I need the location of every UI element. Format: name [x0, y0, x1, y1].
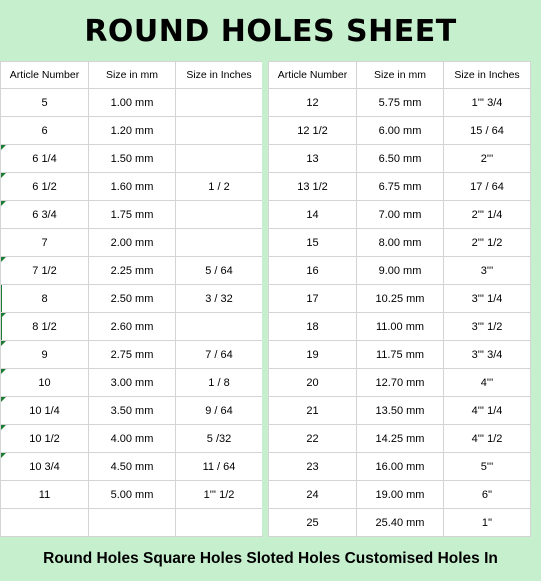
cell-article[interactable]: 11	[1, 481, 89, 509]
cell-article[interactable]: 13	[269, 145, 357, 173]
table-row	[269, 89, 531, 117]
cell-inches[interactable]: 3''' 3/4	[444, 341, 531, 369]
header-size-mm[interactable]: Size in mm	[357, 62, 444, 89]
cell-inches[interactable]: 4''' 1/4	[444, 397, 531, 425]
cell-article[interactable]: 6	[1, 117, 89, 145]
cell-inches[interactable]: 5 / 64	[176, 257, 263, 285]
right-sizes-table	[268, 61, 531, 537]
cell-inches[interactable]: 3 / 32	[176, 285, 263, 313]
cell-mm[interactable]: 10.25 mm	[357, 285, 444, 313]
table-row	[269, 509, 531, 537]
table-row	[269, 341, 531, 369]
cell-article[interactable]: 6 3/4	[1, 201, 89, 229]
cell-inches[interactable]: 6''	[444, 481, 531, 509]
cell-mm[interactable]: 6.50 mm	[357, 145, 444, 173]
table-row	[1, 453, 263, 481]
cell-mm[interactable]: 1.75 mm	[89, 201, 176, 229]
cell-inches[interactable]	[176, 201, 263, 229]
table-row	[1, 509, 263, 537]
cell-mm[interactable]: 11.00 mm	[357, 313, 444, 341]
cell-inches[interactable]: 9 / 64	[176, 397, 263, 425]
cell-article[interactable]: 7	[1, 229, 89, 257]
cell-mm[interactable]: 8.00 mm	[357, 229, 444, 257]
cell-mm[interactable]: 1.20 mm	[89, 117, 176, 145]
cell-mm[interactable]: 6.00 mm	[357, 117, 444, 145]
cell-mm[interactable]: 3.50 mm	[89, 397, 176, 425]
header-article-number[interactable]: Article Number	[1, 62, 89, 89]
cell-article[interactable]: 12 1/2	[269, 117, 357, 145]
cell-article[interactable]: 10	[1, 369, 89, 397]
cell-mm[interactable]: 1.50 mm	[89, 145, 176, 173]
cell-mm[interactable]: 2.00 mm	[89, 229, 176, 257]
cell-inches[interactable]: 1''' 3/4	[444, 89, 531, 117]
cell-inches[interactable]: 1 / 2	[176, 173, 263, 201]
cell-inches[interactable]: 2''' 1/4	[444, 201, 531, 229]
cell-article[interactable]: 16	[269, 257, 357, 285]
table-row	[1, 117, 263, 145]
table-header-row	[269, 62, 531, 89]
cell-article[interactable]: 14	[269, 201, 357, 229]
cell-mm[interactable]: 16.00 mm	[357, 453, 444, 481]
table-row	[1, 89, 263, 117]
cell-article[interactable]: 21	[269, 397, 357, 425]
cell-article[interactable]: 10 1/4	[1, 397, 89, 425]
cell-mm[interactable]: 1.60 mm	[89, 173, 176, 201]
table-row	[1, 313, 263, 341]
cell-inches[interactable]: 5'''	[444, 453, 531, 481]
table-row	[1, 369, 263, 397]
cell-inches[interactable]: 1''	[444, 509, 531, 537]
header-size-inches[interactable]: Size in Inches	[444, 62, 531, 89]
table-row	[269, 145, 531, 173]
footer-banner: Round Holes Square Holes Sloted Holes Customised Holes In	[43, 549, 498, 567]
cell-mm[interactable]: 7.00 mm	[357, 201, 444, 229]
cell-mm[interactable]: 9.00 mm	[357, 257, 444, 285]
cell-article[interactable]: 20	[269, 369, 357, 397]
cell-article[interactable]: 13 1/2	[269, 173, 357, 201]
table-row	[1, 341, 263, 369]
table-header-row	[1, 62, 263, 89]
cell-inches[interactable]: 7 / 64	[176, 341, 263, 369]
table-row	[1, 285, 263, 313]
cell-article[interactable]	[1, 509, 89, 537]
cell-mm[interactable]: 4.00 mm	[89, 425, 176, 453]
table-row	[269, 229, 531, 257]
cell-mm[interactable]: 25.40 mm	[357, 509, 444, 537]
cell-article[interactable]: 24	[269, 481, 357, 509]
cell-inches[interactable]: 11 / 64	[176, 453, 263, 481]
cell-inches[interactable]: 4''' 1/2	[444, 425, 531, 453]
table-row	[1, 397, 263, 425]
cell-inches[interactable]: 3'''	[444, 257, 531, 285]
cell-mm[interactable]: 4.50 mm	[89, 453, 176, 481]
cell-article[interactable]: 19	[269, 341, 357, 369]
table-row	[1, 201, 263, 229]
cell-mm[interactable]: 11.75 mm	[357, 341, 444, 369]
table-row	[269, 201, 531, 229]
cell-inches[interactable]	[176, 229, 263, 257]
cell-mm[interactable]: 2.25 mm	[89, 257, 176, 285]
cell-article[interactable]: 8 1/2	[1, 313, 89, 341]
cell-article[interactable]: 18	[269, 313, 357, 341]
cell-article[interactable]: 10 1/2	[1, 425, 89, 453]
table-row	[1, 173, 263, 201]
table-row	[1, 229, 263, 257]
table-row	[269, 481, 531, 509]
table-row	[269, 453, 531, 481]
cell-article[interactable]: 25	[269, 509, 357, 537]
cell-inches[interactable]: 15 / 64	[444, 117, 531, 145]
cell-article[interactable]: 12	[269, 89, 357, 117]
cell-mm[interactable]: 1.00 mm	[89, 89, 176, 117]
left-sizes-table	[0, 61, 263, 537]
table-row	[1, 425, 263, 453]
cell-inches[interactable]: 17 / 64	[444, 173, 531, 201]
cell-article[interactable]: 9	[1, 341, 89, 369]
table-row	[269, 117, 531, 145]
table-row	[269, 425, 531, 453]
cell-article[interactable]: 8	[1, 285, 89, 313]
cell-inches[interactable]: 4'''	[444, 369, 531, 397]
cell-inches[interactable]: 1 / 8	[176, 369, 263, 397]
table-row	[1, 257, 263, 285]
cell-mm[interactable]: 5.75 mm	[357, 89, 444, 117]
table-row	[269, 173, 531, 201]
cell-mm[interactable]: 19.00 mm	[357, 481, 444, 509]
table-row	[269, 369, 531, 397]
cell-article[interactable]: 15	[269, 229, 357, 257]
cell-inches[interactable]: 1''' 1/2	[176, 481, 263, 509]
cell-inches[interactable]: 3''' 1/2	[444, 313, 531, 341]
cell-article[interactable]: 23	[269, 453, 357, 481]
cell-article[interactable]: 5	[1, 89, 89, 117]
cell-inches[interactable]	[176, 145, 263, 173]
cell-inches[interactable]	[176, 313, 263, 341]
header-article-number[interactable]: Article Number	[269, 62, 357, 89]
table-row	[269, 313, 531, 341]
sheet-title: ROUND HOLES SHEET	[84, 13, 457, 49]
cell-mm[interactable]: 2.60 mm	[89, 313, 176, 341]
table-row	[1, 481, 263, 509]
cell-mm[interactable]: 5.00 mm	[89, 481, 176, 509]
cell-article[interactable]: 17	[269, 285, 357, 313]
header-size-mm[interactable]: Size in mm	[89, 62, 176, 89]
cell-mm[interactable]: 13.50 mm	[357, 397, 444, 425]
cell-article[interactable]: 22	[269, 425, 357, 453]
cell-inches[interactable]	[176, 117, 263, 145]
cell-mm[interactable]: 2.50 mm	[89, 285, 176, 313]
cell-inches[interactable]: 5 /32	[176, 425, 263, 453]
cell-mm[interactable]: 2.75 mm	[89, 341, 176, 369]
cell-inches[interactable]	[176, 509, 263, 537]
cell-inches[interactable]	[176, 89, 263, 117]
table-row	[269, 397, 531, 425]
cell-inches[interactable]: 3''' 1/4	[444, 285, 531, 313]
table-row	[269, 285, 531, 313]
table-row	[1, 145, 263, 173]
cell-mm[interactable]	[89, 509, 176, 537]
header-size-inches[interactable]: Size in Inches	[176, 62, 263, 89]
cell-inches[interactable]: 2'''	[444, 145, 531, 173]
cell-inches[interactable]: 2''' 1/2	[444, 229, 531, 257]
cell-mm[interactable]: 12.70 mm	[357, 369, 444, 397]
cell-article[interactable]: 7 1/2	[1, 257, 89, 285]
cell-article[interactable]: 6 1/2	[1, 173, 89, 201]
cell-mm[interactable]: 6.75 mm	[357, 173, 444, 201]
table-row	[269, 257, 531, 285]
cell-article[interactable]: 6 1/4	[1, 145, 89, 173]
cell-mm[interactable]: 14.25 mm	[357, 425, 444, 453]
cell-mm[interactable]: 3.00 mm	[89, 369, 176, 397]
cell-article[interactable]: 10 3/4	[1, 453, 89, 481]
